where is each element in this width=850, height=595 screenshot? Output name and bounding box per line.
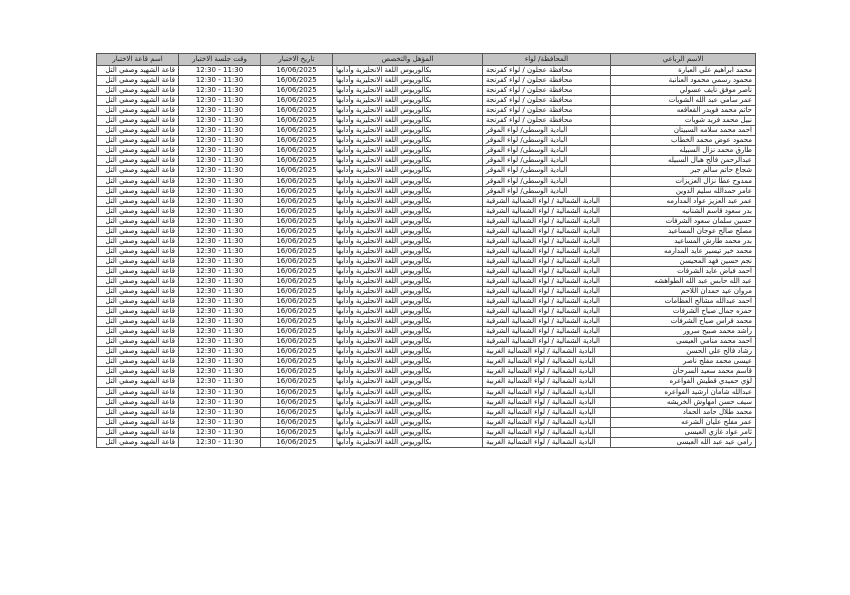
cell-full-name: شجاع حاتم سالم جبر <box>611 166 756 176</box>
cell-full-name: ممدوح عطا نزال العزيزات <box>611 176 756 186</box>
cell-exam-date: 16/06/2025 <box>261 417 333 427</box>
cell-exam-date: 16/06/2025 <box>261 86 333 96</box>
cell-qualification: بكالوريوس اللغة الانجليزية وآدابها <box>333 116 483 126</box>
cell-exam-date: 16/06/2025 <box>261 206 333 216</box>
cell-governorate: البادية الشمالية / لواء الشمالية الغربية <box>483 397 611 407</box>
cell-full-name: احمد عبدالله مشالح العظامات <box>611 297 756 307</box>
cell-governorate: البادية الوسطى/ لواء الموقر <box>483 156 611 166</box>
cell-hall-name: قاعة الشهيد وصفي التل <box>97 66 179 76</box>
cell-hall-name: قاعة الشهيد وصفي التل <box>97 156 179 166</box>
cell-full-name: حمزه جمال صياح الشرفات <box>611 307 756 317</box>
cell-session-time: 11:30 - 12:30 <box>179 287 261 297</box>
cell-governorate: البادية الشمالية / لواء الشمالية الشرقية <box>483 216 611 226</box>
cell-full-name: عمر سامي عبد الله الشويات <box>611 96 756 106</box>
cell-exam-date: 16/06/2025 <box>261 266 333 276</box>
cell-governorate: البادية الشمالية / لواء الشمالية الشرقية <box>483 236 611 246</box>
cell-governorate: البادية الوسطى/ لواء الموقر <box>483 186 611 196</box>
cell-exam-date: 16/06/2025 <box>261 76 333 86</box>
cell-exam-date: 16/06/2025 <box>261 96 333 106</box>
cell-exam-date: 16/06/2025 <box>261 66 333 76</box>
table-row <box>97 397 756 407</box>
cell-full-name: مصلح صالح عوجان المساعيد <box>611 226 756 236</box>
cell-exam-date: 16/06/2025 <box>261 367 333 377</box>
cell-hall-name: قاعة الشهيد وصفي التل <box>97 146 179 156</box>
cell-session-time: 11:30 - 12:30 <box>179 176 261 186</box>
table-row <box>97 246 756 256</box>
cell-exam-date: 16/06/2025 <box>261 387 333 397</box>
cell-exam-date: 16/06/2025 <box>261 106 333 116</box>
table-row <box>97 407 756 417</box>
header-row <box>97 54 756 66</box>
cell-hall-name: قاعة الشهيد وصفي التل <box>97 297 179 307</box>
cell-hall-name: قاعة الشهيد وصفي التل <box>97 407 179 417</box>
cell-full-name: راشد محمد صبيح سرور <box>611 327 756 337</box>
cell-hall-name: قاعة الشهيد وصفي التل <box>97 206 179 216</box>
cell-session-time: 11:30 - 12:30 <box>179 337 261 347</box>
cell-session-time: 11:30 - 12:30 <box>179 367 261 377</box>
cell-full-name: عبدالرحمن فالح هبال السبيله <box>611 156 756 166</box>
table-row <box>97 387 756 397</box>
cell-full-name: حسين سلمان سعود الشرفات <box>611 216 756 226</box>
cell-governorate: البادية الشمالية / لواء الشمالية الغربية <box>483 417 611 427</box>
cell-exam-date: 16/06/2025 <box>261 176 333 186</box>
cell-session-time: 11:30 - 12:30 <box>179 347 261 357</box>
cell-session-time: 11:30 - 12:30 <box>179 86 261 96</box>
cell-exam-date: 16/06/2025 <box>261 196 333 206</box>
cell-qualification: بكالوريوس اللغة الانجليزية وآدابها <box>333 437 483 447</box>
cell-qualification: بكالوريوس اللغة الانجليزية وآدابها <box>333 76 483 86</box>
cell-session-time: 11:30 - 12:30 <box>179 266 261 276</box>
cell-exam-date: 16/06/2025 <box>261 307 333 317</box>
cell-session-time: 11:30 - 12:30 <box>179 206 261 216</box>
cell-exam-date: 16/06/2025 <box>261 337 333 347</box>
cell-session-time: 11:30 - 12:30 <box>179 317 261 327</box>
cell-full-name: لؤي حميدي قطيش الفواعره <box>611 377 756 387</box>
cell-exam-date: 16/06/2025 <box>261 186 333 196</box>
cell-governorate: البادية الشمالية / لواء الشمالية الشرقية <box>483 246 611 256</box>
cell-governorate: البادية الشمالية / لواء الشمالية الشرقية <box>483 317 611 327</box>
cell-qualification: بكالوريوس اللغة الانجليزية وآدابها <box>333 297 483 307</box>
cell-session-time: 11:30 - 12:30 <box>179 437 261 447</box>
table-row <box>97 96 756 106</box>
exam-roster-table <box>96 53 756 448</box>
cell-qualification: بكالوريوس اللغة الانجليزية وآدابها <box>333 427 483 437</box>
cell-full-name: ثامر عواد غازي العيسى <box>611 427 756 437</box>
table-row <box>97 156 756 166</box>
cell-qualification: بكالوريوس اللغة الانجليزية وآدابها <box>333 196 483 206</box>
cell-session-time: 11:30 - 12:30 <box>179 126 261 136</box>
cell-full-name: محمد خير تيسير عايد المدارمه <box>611 246 756 256</box>
cell-full-name: محمود عوض محمد الخطاب <box>611 136 756 146</box>
header-hall-name: اسم قاعة الاختبار <box>97 54 179 66</box>
cell-session-time: 11:30 - 12:30 <box>179 226 261 236</box>
cell-qualification: بكالوريوس اللغة الانجليزية وآدابها <box>333 136 483 146</box>
table-row <box>97 317 756 327</box>
cell-exam-date: 16/06/2025 <box>261 407 333 417</box>
cell-governorate: البادية الشمالية / لواء الشمالية الشرقية <box>483 266 611 276</box>
cell-hall-name: قاعة الشهيد وصفي التل <box>97 166 179 176</box>
cell-qualification: بكالوريوس اللغة الانجليزية وآدابها <box>333 176 483 186</box>
cell-hall-name: قاعة الشهيد وصفي التل <box>97 276 179 286</box>
cell-hall-name: قاعة الشهيد وصفي التل <box>97 96 179 106</box>
cell-exam-date: 16/06/2025 <box>261 287 333 297</box>
cell-full-name: مروان عيد حمدان اللاحم <box>611 287 756 297</box>
table-row <box>97 186 756 196</box>
cell-governorate: البادية الشمالية / لواء الشمالية الغربية <box>483 377 611 387</box>
table-row <box>97 216 756 226</box>
cell-qualification: بكالوريوس اللغة الانجليزية وآدابها <box>333 66 483 76</box>
cell-governorate: البادية الشمالية / لواء الشمالية الشرقية <box>483 256 611 266</box>
header-exam-date: تاريخ الاختبار <box>261 54 333 66</box>
cell-qualification: بكالوريوس اللغة الانجليزية وآدابها <box>333 256 483 266</box>
cell-hall-name: قاعة الشهيد وصفي التل <box>97 427 179 437</box>
cell-exam-date: 16/06/2025 <box>261 317 333 327</box>
cell-hall-name: قاعة الشهيد وصفي التل <box>97 196 179 206</box>
cell-session-time: 11:30 - 12:30 <box>179 377 261 387</box>
cell-exam-date: 16/06/2025 <box>261 236 333 246</box>
table-body <box>97 66 756 448</box>
table-row <box>97 347 756 357</box>
table-row <box>97 417 756 427</box>
table-row <box>97 76 756 86</box>
table-row <box>97 236 756 246</box>
cell-qualification: بكالوريوس اللغة الانجليزية وآدابها <box>333 276 483 286</box>
cell-exam-date: 16/06/2025 <box>261 156 333 166</box>
cell-governorate: البادية الوسطى/ لواء الموقر <box>483 166 611 176</box>
cell-governorate: البادية الوسطى/ لواء الموقر <box>483 136 611 146</box>
header-governorate: المحافظة/ لواء <box>483 54 611 66</box>
cell-full-name: طارق محمد نزال السبيله <box>611 146 756 156</box>
cell-governorate: محافظة عجلون / لواء كفرنجة <box>483 96 611 106</box>
cell-qualification: بكالوريوس اللغة الانجليزية وآدابها <box>333 337 483 347</box>
cell-qualification: بكالوريوس اللغة الانجليزية وآدابها <box>333 397 483 407</box>
cell-hall-name: قاعة الشهيد وصفي التل <box>97 176 179 186</box>
cell-governorate: البادية الشمالية / لواء الشمالية الشرقية <box>483 297 611 307</box>
table-row <box>97 377 756 387</box>
cell-governorate: البادية الشمالية / لواء الشمالية الشرقية <box>483 226 611 236</box>
header-qualification: المؤهل والتخصص <box>333 54 483 66</box>
cell-governorate: البادية الشمالية / لواء الشمالية الشرقية <box>483 206 611 216</box>
cell-session-time: 11:30 - 12:30 <box>179 196 261 206</box>
cell-hall-name: قاعة الشهيد وصفي التل <box>97 266 179 276</box>
cell-exam-date: 16/06/2025 <box>261 357 333 367</box>
cell-full-name: عبد الله حابس عبد الله الطواهشه <box>611 276 756 286</box>
cell-session-time: 11:30 - 12:30 <box>179 427 261 437</box>
cell-qualification: بكالوريوس اللغة الانجليزية وآدابها <box>333 407 483 417</box>
cell-qualification: بكالوريوس اللغة الانجليزية وآدابها <box>333 377 483 387</box>
table-row <box>97 106 756 116</box>
cell-exam-date: 16/06/2025 <box>261 276 333 286</box>
cell-hall-name: قاعة الشهيد وصفي التل <box>97 397 179 407</box>
table-row <box>97 327 756 337</box>
cell-qualification: بكالوريوس اللغة الانجليزية وآدابها <box>333 216 483 226</box>
cell-hall-name: قاعة الشهيد وصفي التل <box>97 106 179 116</box>
cell-governorate: محافظة عجلون / لواء كفرنجة <box>483 106 611 116</box>
cell-exam-date: 16/06/2025 <box>261 427 333 437</box>
cell-hall-name: قاعة الشهيد وصفي التل <box>97 136 179 146</box>
cell-full-name: نبيل محمد فريد شويات <box>611 116 756 126</box>
cell-hall-name: قاعة الشهيد وصفي التل <box>97 126 179 136</box>
cell-governorate: محافظة عجلون / لواء كفرنجة <box>483 76 611 86</box>
cell-exam-date: 16/06/2025 <box>261 327 333 337</box>
cell-exam-date: 16/06/2025 <box>261 116 333 126</box>
cell-session-time: 11:30 - 12:30 <box>179 276 261 286</box>
table-row <box>97 266 756 276</box>
cell-qualification: بكالوريوس اللغة الانجليزية وآدابها <box>333 317 483 327</box>
cell-session-time: 11:30 - 12:30 <box>179 146 261 156</box>
table-row <box>97 337 756 347</box>
cell-exam-date: 16/06/2025 <box>261 216 333 226</box>
cell-exam-date: 16/06/2025 <box>261 256 333 266</box>
cell-qualification: بكالوريوس اللغة الانجليزية وآدابها <box>333 246 483 256</box>
cell-qualification: بكالوريوس اللغة الانجليزية وآدابها <box>333 357 483 367</box>
cell-full-name: محمد فراس صياح الشرفات <box>611 317 756 327</box>
cell-full-name: محمود رسمي محمود العنانبة <box>611 76 756 86</box>
cell-full-name: ناصر موفق نايف عسولي <box>611 86 756 96</box>
cell-session-time: 11:30 - 12:30 <box>179 76 261 86</box>
cell-qualification: بكالوريوس اللغة الانجليزية وآدابها <box>333 287 483 297</box>
table-row <box>97 206 756 216</box>
cell-session-time: 11:30 - 12:30 <box>179 307 261 317</box>
cell-session-time: 11:30 - 12:30 <box>179 407 261 417</box>
cell-exam-date: 16/06/2025 <box>261 246 333 256</box>
cell-session-time: 11:30 - 12:30 <box>179 156 261 166</box>
cell-exam-date: 16/06/2025 <box>261 377 333 387</box>
cell-qualification: بكالوريوس اللغة الانجليزية وآدابها <box>333 387 483 397</box>
cell-hall-name: قاعة الشهيد وصفي التل <box>97 287 179 297</box>
cell-governorate: البادية الوسطى/ لواء الموقر <box>483 126 611 136</box>
cell-hall-name: قاعة الشهيد وصفي التل <box>97 86 179 96</box>
cell-qualification: بكالوريوس اللغة الانجليزية وآدابها <box>333 166 483 176</box>
cell-full-name: احمد محمد سلامه السبيتان <box>611 126 756 136</box>
cell-governorate: البادية الشمالية / لواء الشمالية الغربية <box>483 427 611 437</box>
cell-exam-date: 16/06/2025 <box>261 126 333 136</box>
cell-exam-date: 16/06/2025 <box>261 226 333 236</box>
cell-governorate: محافظة عجلون / لواء كفرنجة <box>483 66 611 76</box>
cell-hall-name: قاعة الشهيد وصفي التل <box>97 417 179 427</box>
cell-hall-name: قاعة الشهيد وصفي التل <box>97 327 179 337</box>
cell-full-name: حاتم محمد فويدر القعاقعه <box>611 106 756 116</box>
cell-qualification: بكالوريوس اللغة الانجليزية وآدابها <box>333 226 483 236</box>
cell-session-time: 11:30 - 12:30 <box>179 216 261 226</box>
cell-hall-name: قاعة الشهيد وصفي التل <box>97 377 179 387</box>
cell-session-time: 11:30 - 12:30 <box>179 116 261 126</box>
cell-governorate: البادية الشمالية / لواء الشمالية الشرقية <box>483 287 611 297</box>
table-row <box>97 176 756 186</box>
cell-session-time: 11:30 - 12:30 <box>179 297 261 307</box>
cell-full-name: رشاد فالح علي الحسن <box>611 347 756 357</box>
table-row <box>97 126 756 136</box>
cell-full-name: بدر محمد طارش المساعيد <box>611 236 756 246</box>
cell-governorate: البادية الشمالية / لواء الشمالية الغربية <box>483 357 611 367</box>
table-row <box>97 136 756 146</box>
cell-session-time: 11:30 - 12:30 <box>179 166 261 176</box>
cell-hall-name: قاعة الشهيد وصفي التل <box>97 76 179 86</box>
cell-governorate: البادية الشمالية / لواء الشمالية الشرقية <box>483 327 611 337</box>
cell-session-time: 11:30 - 12:30 <box>179 136 261 146</box>
table-row <box>97 116 756 126</box>
cell-governorate: البادية الشمالية / لواء الشمالية الغربية <box>483 387 611 397</box>
header-full-name: الاسم الرباعي <box>611 54 756 66</box>
cell-session-time: 11:30 - 12:30 <box>179 327 261 337</box>
table-row <box>97 146 756 156</box>
table-row <box>97 297 756 307</box>
cell-hall-name: قاعة الشهيد وصفي التل <box>97 357 179 367</box>
cell-hall-name: قاعة الشهيد وصفي التل <box>97 437 179 447</box>
cell-full-name: عيسى محمد مفلح ناصر <box>611 357 756 367</box>
cell-governorate: البادية الشمالية / لواء الشمالية الشرقية <box>483 276 611 286</box>
cell-qualification: بكالوريوس اللغة الانجليزية وآدابها <box>333 367 483 377</box>
cell-full-name: عامر حمدالله سليم الدوين <box>611 186 756 196</box>
cell-hall-name: قاعة الشهيد وصفي التل <box>97 317 179 327</box>
cell-qualification: بكالوريوس اللغة الانجليزية وآدابها <box>333 417 483 427</box>
cell-qualification: بكالوريوس اللغة الانجليزية وآدابها <box>333 327 483 337</box>
cell-session-time: 11:30 - 12:30 <box>179 246 261 256</box>
table-header <box>97 54 756 66</box>
cell-hall-name: قاعة الشهيد وصفي التل <box>97 347 179 357</box>
cell-full-name: احمد محمد منامي العيسى <box>611 337 756 347</box>
cell-full-name: بدر سعود قاسم الشنانيه <box>611 206 756 216</box>
cell-qualification: بكالوريوس اللغة الانجليزية وآدابها <box>333 236 483 246</box>
cell-qualification: بكالوريوس اللغة الانجليزية وآدابها <box>333 86 483 96</box>
table-row <box>97 276 756 286</box>
cell-session-time: 11:30 - 12:30 <box>179 397 261 407</box>
cell-full-name: رامي عيد عبد الله العيسى <box>611 437 756 447</box>
cell-exam-date: 16/06/2025 <box>261 347 333 357</box>
table-row <box>97 427 756 437</box>
cell-full-name: احمد فياض عايد الشرفات <box>611 266 756 276</box>
cell-hall-name: قاعة الشهيد وصفي التل <box>97 226 179 236</box>
cell-hall-name: قاعة الشهيد وصفي التل <box>97 256 179 266</box>
cell-hall-name: قاعة الشهيد وصفي التل <box>97 337 179 347</box>
cell-hall-name: قاعة الشهيد وصفي التل <box>97 387 179 397</box>
cell-qualification: بكالوريوس اللغة الانجليزية وآدابها <box>333 186 483 196</box>
cell-exam-date: 16/06/2025 <box>261 166 333 176</box>
cell-governorate: محافظة عجلون / لواء كفرنجة <box>483 86 611 96</box>
cell-governorate: البادية الوسطى/ لواء الموقر <box>483 176 611 186</box>
cell-session-time: 11:30 - 12:30 <box>179 66 261 76</box>
cell-hall-name: قاعة الشهيد وصفي التل <box>97 216 179 226</box>
cell-qualification: بكالوريوس اللغة الانجليزية وآدابها <box>333 106 483 116</box>
cell-governorate: البادية الشمالية / لواء الشمالية الشرقية <box>483 307 611 317</box>
cell-governorate: البادية الشمالية / لواء الشمالية الغربية <box>483 407 611 417</box>
table-row <box>97 307 756 317</box>
cell-governorate: البادية الشمالية / لواء الشمالية الغربية <box>483 347 611 357</box>
cell-full-name: محمد ابراهيم علي العبارة <box>611 66 756 76</box>
cell-full-name: محمد طلال حامد الحماد <box>611 407 756 417</box>
cell-full-name: قاسم محمد سعيد السرحان <box>611 367 756 377</box>
cell-qualification: بكالوريوس اللغة الانجليزية وآدابها <box>333 206 483 216</box>
table-row <box>97 226 756 236</box>
cell-full-name: نجم حسين فهد المحيسن <box>611 256 756 266</box>
cell-exam-date: 16/06/2025 <box>261 146 333 156</box>
cell-hall-name: قاعة الشهيد وصفي التل <box>97 367 179 377</box>
cell-qualification: بكالوريوس اللغة الانجليزية وآدابها <box>333 156 483 166</box>
cell-session-time: 11:30 - 12:30 <box>179 106 261 116</box>
table-row <box>97 86 756 96</box>
cell-full-name: عبدالله شامان ارشيد الفواعره <box>611 387 756 397</box>
cell-session-time: 11:30 - 12:30 <box>179 417 261 427</box>
table-row <box>97 357 756 367</box>
cell-session-time: 11:30 - 12:30 <box>179 357 261 367</box>
cell-qualification: بكالوريوس اللغة الانجليزية وآدابها <box>333 146 483 156</box>
cell-qualification: بكالوريوس اللغة الانجليزية وآدابها <box>333 96 483 106</box>
cell-exam-date: 16/06/2025 <box>261 437 333 447</box>
cell-qualification: بكالوريوس اللغة الانجليزية وآدابها <box>333 307 483 317</box>
table-row <box>97 367 756 377</box>
cell-hall-name: قاعة الشهيد وصفي التل <box>97 246 179 256</box>
cell-exam-date: 16/06/2025 <box>261 297 333 307</box>
cell-session-time: 11:30 - 12:30 <box>179 236 261 246</box>
cell-full-name: عمر مفلح عليان الشرعه <box>611 417 756 427</box>
table-row <box>97 66 756 76</box>
cell-qualification: بكالوريوس اللغة الانجليزية وآدابها <box>333 266 483 276</box>
cell-governorate: البادية الشمالية / لواء الشمالية الشرقية <box>483 196 611 206</box>
cell-exam-date: 16/06/2025 <box>261 397 333 407</box>
cell-full-name: سيف حسن امهاوش الخريشه <box>611 397 756 407</box>
cell-qualification: بكالوريوس اللغة الانجليزية وآدابها <box>333 347 483 357</box>
cell-governorate: محافظة عجلون / لواء كفرنجة <box>483 116 611 126</box>
cell-hall-name: قاعة الشهيد وصفي التل <box>97 236 179 246</box>
table-row <box>97 256 756 266</box>
cell-session-time: 11:30 - 12:30 <box>179 96 261 106</box>
cell-hall-name: قاعة الشهيد وصفي التل <box>97 116 179 126</box>
cell-session-time: 11:30 - 12:30 <box>179 256 261 266</box>
cell-hall-name: قاعة الشهيد وصفي التل <box>97 186 179 196</box>
cell-full-name: عمر عبد العزيز عواد المدارمه <box>611 196 756 206</box>
cell-governorate: البادية الوسطى/ لواء الموقر <box>483 146 611 156</box>
table-row <box>97 437 756 447</box>
cell-governorate: البادية الشمالية / لواء الشمالية الشرقية <box>483 337 611 347</box>
cell-hall-name: قاعة الشهيد وصفي التل <box>97 307 179 317</box>
cell-exam-date: 16/06/2025 <box>261 136 333 146</box>
cell-qualification: بكالوريوس اللغة الانجليزية وآدابها <box>333 126 483 136</box>
cell-governorate: البادية الشمالية / لواء الشمالية الغربية <box>483 437 611 447</box>
table-row <box>97 166 756 176</box>
table-row <box>97 196 756 206</box>
cell-governorate: البادية الشمالية / لواء الشمالية الغربية <box>483 367 611 377</box>
header-session-time: وقت جلسة الاختبار <box>179 54 261 66</box>
table-row <box>97 287 756 297</box>
cell-session-time: 11:30 - 12:30 <box>179 186 261 196</box>
cell-session-time: 11:30 - 12:30 <box>179 387 261 397</box>
